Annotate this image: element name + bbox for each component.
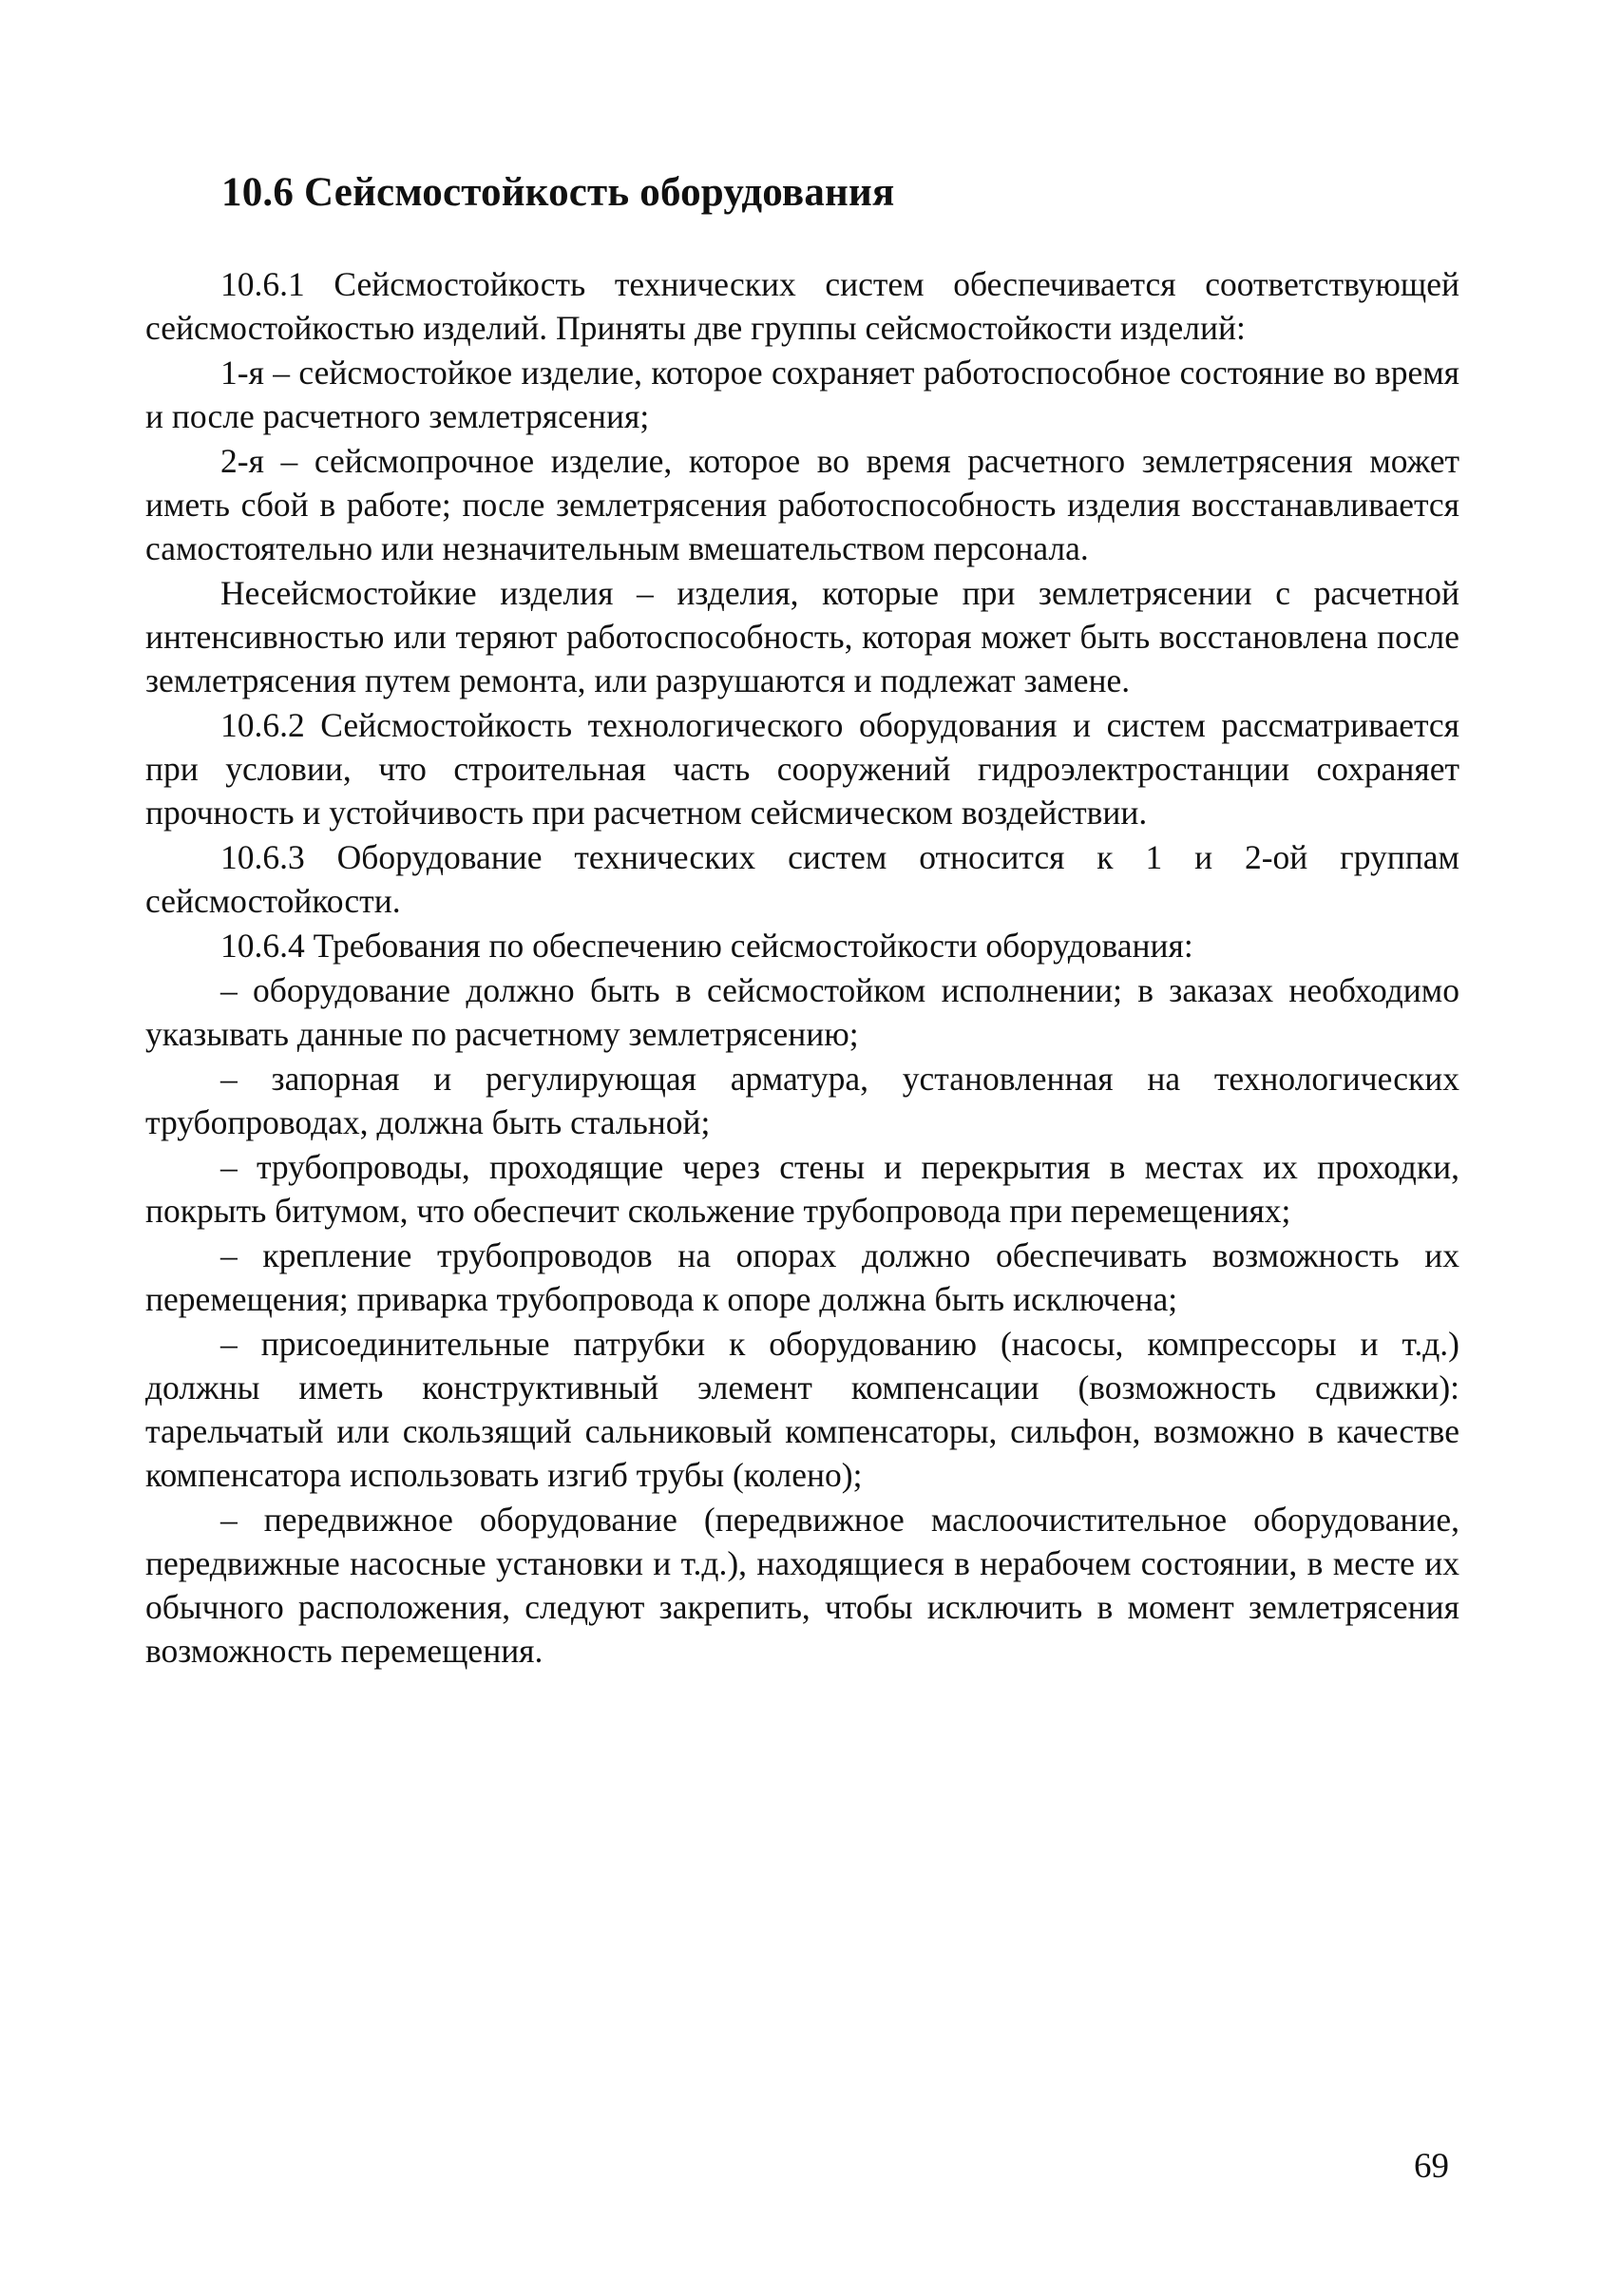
list-item: – передвижное оборудование (передвижное маслоочистительное оборудование, передвижные насосные установки и т.д.), находящиеся в нерабочем состоянии, в месте их обычного расположения, следуют закрепить, чтобы исключить в момент землетрясения возможность перемещения. bbox=[145, 1501, 1459, 1670]
paragraph-group-2: 2-я – сейсмопрочное изделие, которое во время расчетного землетрясения может иметь сбой в работе; после землетрясения работоспособность изделия восстанавливается самостоятельно или незначительным вмешательством персонала. bbox=[145, 442, 1459, 567]
list-item: – крепление трубопроводов на опорах должно обеспечивать возможность их перемещения; приварка трубопровода к опоре должна быть исключена; bbox=[145, 1236, 1459, 1318]
paragraph-group-1: 1-я – сейсмостойкое изделие, которое сохраняет работоспособное состояние во время и после расчетного землетрясения; bbox=[145, 354, 1459, 435]
paragraph-10-6-2: 10.6.2 Сейсмостойкость технологического оборудования и систем рассматривается при условии, что строительная часть сооружений гидроэлектростанции сохраняет прочность и устойчивость при расчетном сейсмическом воздействии. bbox=[145, 706, 1459, 832]
paragraph-10-6-1: 10.6.1 Сейсмостойкость технических систем обеспечивается соответствующей сейсмостойкостью изделий. Приняты две группы сейсмостойкости изделий: bbox=[145, 265, 1459, 347]
list-item: – запорная и регулирующая арматура, установленная на технологических трубопроводах, должна быть стальной; bbox=[145, 1060, 1459, 1141]
section-body bbox=[145, 262, 1459, 1673]
paragraph-10-6-4: 10.6.4 Требования по обеспечению сейсмостойкости оборудования: bbox=[220, 927, 1193, 965]
paragraph-10-6-3: 10.6.3 Оборудование технических систем относится к 1 и 2-ой группам сейсмостойкости. bbox=[145, 838, 1459, 920]
paragraph-non-seismic: Несейсмостойкие изделия – изделия, которые при землетрясении с расчетной интенсивностью или теряют работоспособность, которая может быть восстановлена после землетрясения путем ремонта, или разрушаются и подлежат замене. bbox=[145, 574, 1459, 699]
list-item: – присоединительные патрубки к оборудованию (насосы, компрессоры и т.д.) должны иметь конструктивный элемент компенсации (возможность сдвижки): тарельчатый или скользящий сальниковый компенсаторы, сильфон, возможно в качестве компенсатора использовать изгиб трубы (колено); bbox=[145, 1325, 1459, 1494]
section-heading: 10.6 Сейсмостойкость оборудования bbox=[221, 170, 895, 215]
list-item: – оборудование должно быть в сейсмостойком исполнении; в заказах необходимо указывать данные по расчетному землетрясению; bbox=[145, 971, 1459, 1053]
list-item: – трубопроводы, проходящие через стены и перекрытия в местах их проходки, покрыть битумом, что обеспечит скольжение трубопровода при перемещениях; bbox=[145, 1148, 1459, 1230]
page-number: 69 bbox=[1414, 2147, 1449, 2186]
